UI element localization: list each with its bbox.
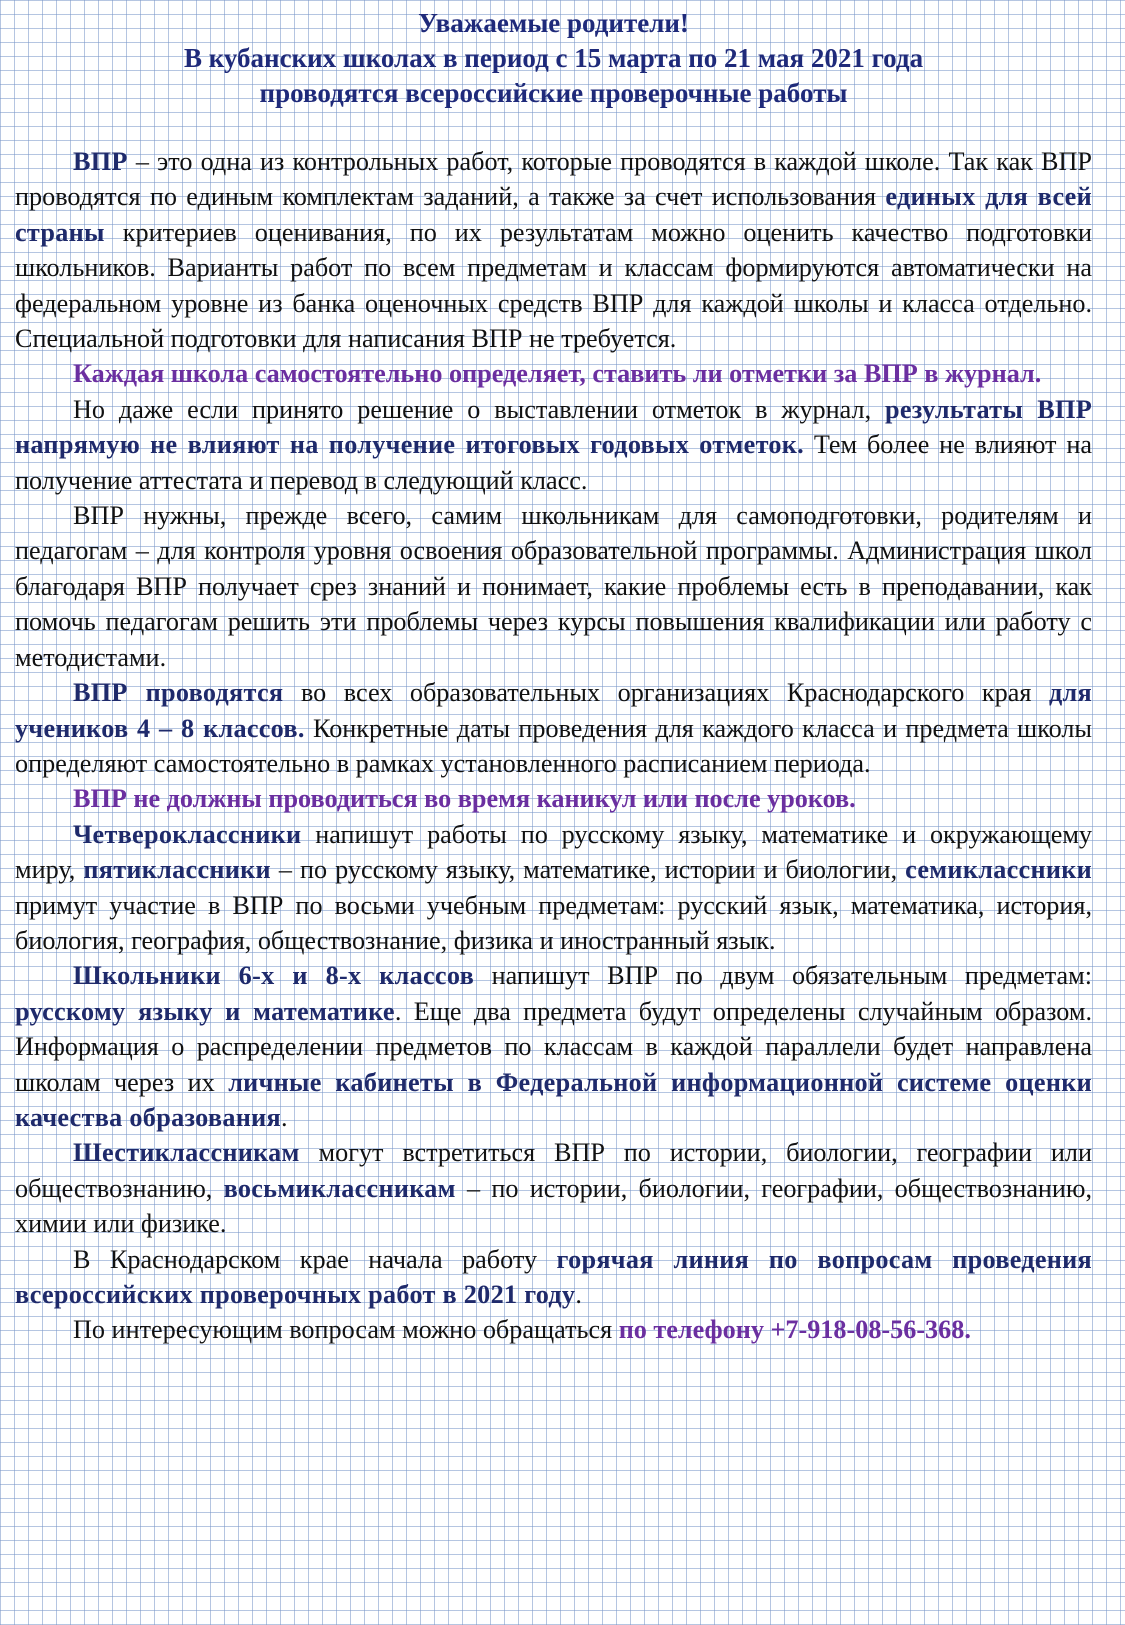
- text: .: [280, 1102, 288, 1132]
- text: Тем более не влияют на получение аттестата и перевод в следующий класс.: [15, 430, 1092, 495]
- paragraph-grade-6-8-subjects: [15, 1135, 1092, 1241]
- highlight: Каждая школа самостоятельно определяет, ставить ли отметки за ВПР в журнал.: [73, 359, 1042, 389]
- text: во всех образовательных организациях Краснодарского края: [283, 678, 1049, 708]
- emphasis: Школьники 6-х и 8-х классов: [73, 961, 475, 991]
- paragraph-grades-6-8: [15, 958, 1092, 1135]
- paragraph-grades-decision: [15, 356, 1092, 391]
- paragraph-contact: [15, 1312, 1092, 1347]
- paragraph-grades-4-5-7: [15, 817, 1092, 959]
- text: . Еще два предмета будут определены случайным образом. Информация о распределении предметов по классам в каждой параллели будет направлена школам через их: [15, 996, 1093, 1097]
- text: В Краснодарском крае начала работу: [73, 1244, 557, 1274]
- emphasis: личные кабинеты в Федеральной информационной системе оценки качества образования: [15, 1067, 1093, 1132]
- paragraph-vpr-definition: [15, 144, 1092, 356]
- text: – по русскому языку, математике, истории и биологии,: [270, 855, 906, 885]
- text: критериев оценивания, по их результатам можно оценить качество подготовки школьников. Варианты работ по всем предметам и классам формируются автоматически на федеральном уровне из банка оценочных средств ВПР для каждой школы и класса отдельно. Специальной подготовки для написания ВПР не требуется.: [15, 217, 1092, 354]
- text: По интересующим вопросам можно обращаться: [73, 1315, 619, 1345]
- text: напишут ВПР по двум обязательным предметам:: [474, 961, 1092, 991]
- emphasis: семиклассники: [905, 855, 1092, 885]
- title-line-2: В кубанских школах в период с 15 марта по 21 мая 2021 года: [183, 43, 924, 73]
- text: .: [575, 1280, 582, 1309]
- paragraph-purpose: [15, 498, 1092, 675]
- text: ВПР нужны, прежде всего, самим школьникам для самоподготовки, родителям и педагогам – для контроля уровня освоения образовательной программы. Администрация школ благодаря ВПР получает срез знаний и понимает, какие проблемы есть в преподавании, как помочь педагогам решить эти проблемы через курсы повышения квалификации или работу с методистами.: [15, 501, 1092, 672]
- paragraph-results-effect: [15, 392, 1092, 498]
- title-line-3: проводятся всероссийские проверочные работы: [259, 78, 848, 108]
- text: Конкретные даты проведения для каждого класса и предмета школы определяют самостоятельно в рамках установленного расписанием периода.: [15, 713, 1092, 778]
- paragraph-holidays: [15, 781, 1092, 816]
- document-page: [15, 6, 1092, 1348]
- title-greeting: Уважаемые родители!: [418, 8, 689, 38]
- document-title: [15, 6, 1092, 111]
- emphasis: пятиклассники: [83, 855, 271, 885]
- text: – по истории, биологии, географии, обществознанию, химии или физике.: [15, 1173, 1093, 1239]
- emphasis: результаты ВПР напрямую не влияют на получение итоговых годовых отметок.: [15, 394, 1092, 460]
- emphasis: единых для всей страны: [15, 182, 1092, 247]
- text: Но даже если принято решение о выставлении отметок в журнал,: [73, 394, 886, 424]
- spacer: [15, 111, 1092, 144]
- emphasis: русскому языку и математике: [15, 996, 395, 1026]
- term-vpr: ВПР: [73, 147, 128, 176]
- text: – это одна из контрольных работ, которые проводятся в каждой школе. Так как ВПР проводятся по единым комплектам заданий, а также за счет использования: [15, 147, 1092, 212]
- text: могут встретиться ВПР по истории, биологии, географии или обществознанию,: [15, 1138, 1092, 1203]
- emphasis: Четвероклассники: [73, 819, 302, 849]
- paragraph-hotline: [15, 1242, 1092, 1313]
- emphasis: восьмиклассникам: [223, 1173, 456, 1203]
- text: напишут работы по русскому языку, математике и окружающему миру,: [15, 819, 1092, 885]
- emphasis: для учеников 4 – 8 классов.: [15, 678, 1092, 743]
- emphasis: горячая линия по вопросам проведения всероссийских проверочных работ в 2021 году: [15, 1244, 1092, 1309]
- emphasis: Шестиклассникам: [73, 1138, 300, 1168]
- emphasis: ВПР проводятся: [73, 678, 284, 708]
- text: примут участие в ВПР по восьми учебным предметам: русский язык, математика, история, биология, география, обществознание, физика и иностранный язык.: [15, 890, 1092, 955]
- phone-number: по телефону +7-918-08-56-368.: [618, 1315, 971, 1345]
- paragraph-participants: [15, 675, 1092, 781]
- highlight: ВПР не должны проводиться во время каникул или после уроков.: [73, 784, 856, 814]
